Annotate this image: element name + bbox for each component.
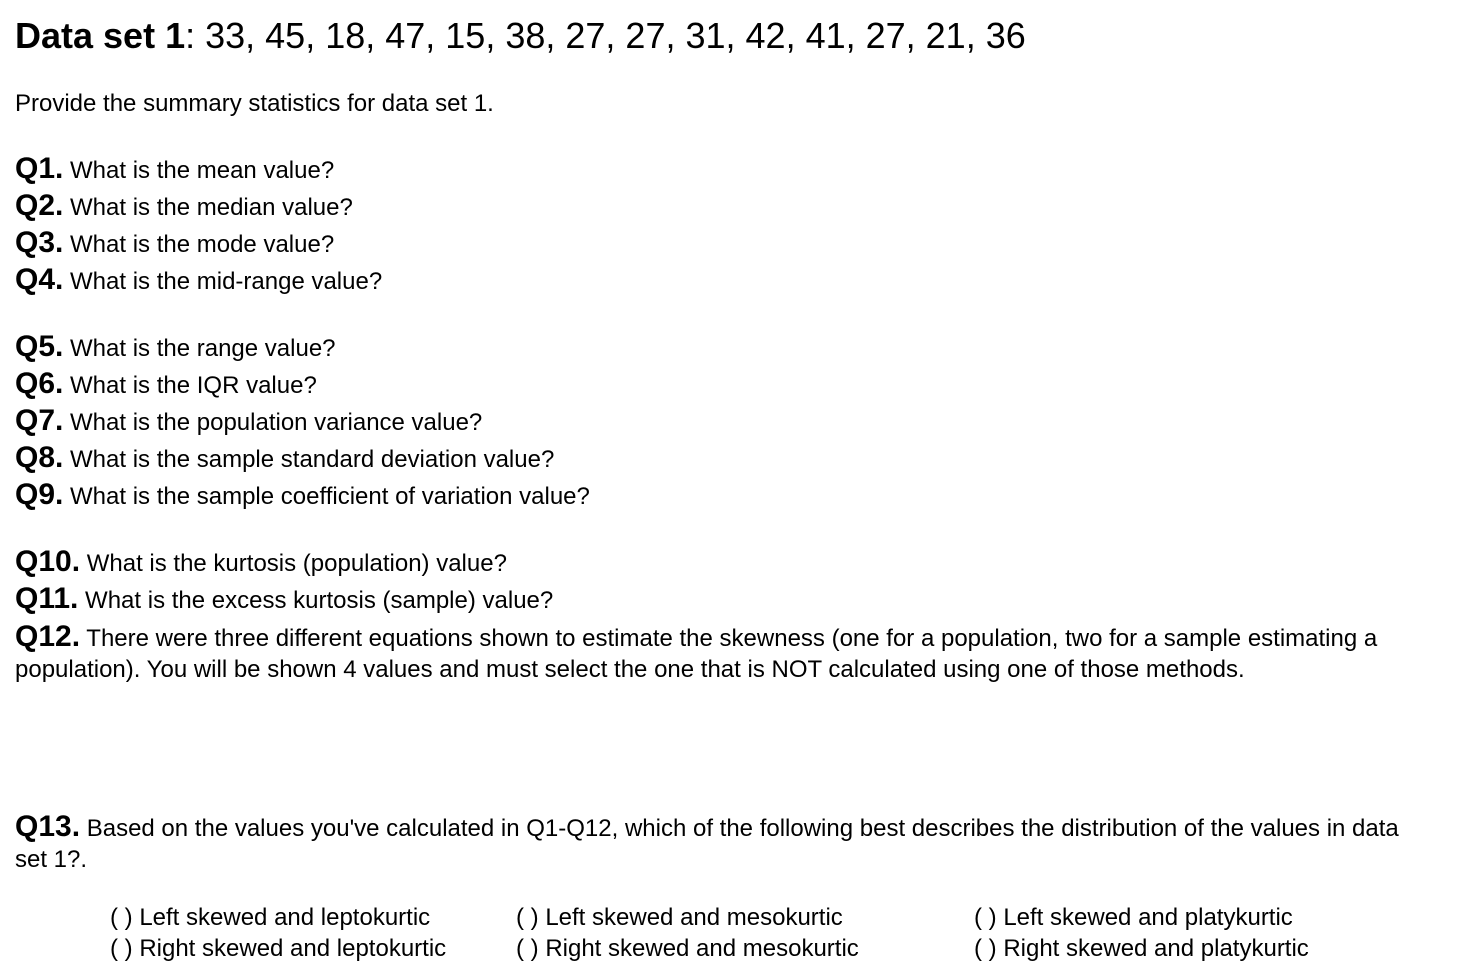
question-text: What is the median value? [63, 194, 353, 221]
question-number: Q11. [15, 582, 79, 615]
question-text: What is the population variance value? [63, 409, 483, 436]
question-q13 [15, 811, 1415, 875]
question-number: Q12. [15, 620, 81, 653]
question-number: Q2. [15, 189, 64, 222]
question-number: Q5. [15, 330, 64, 363]
options-column-3 [974, 902, 1309, 964]
question-q2 [15, 187, 382, 224]
question-number: Q3. [15, 226, 64, 259]
question-text: There were three different equations shown to estimate the skewness (one for a population, two for a sample estimating a population). You will be shown 4 values and must select the one that is NOT calculated using one of those methods. [15, 625, 1378, 683]
question-text: What is the mode value? [63, 231, 335, 258]
option-left-platykurtic[interactable]: ( ) Left skewed and platykurtic [974, 904, 1293, 931]
option-right-platykurtic[interactable]: ( ) Right skewed and platykurtic [974, 935, 1309, 962]
question-q4 [15, 261, 382, 298]
question-q5 [15, 328, 590, 365]
options-column-1 [110, 902, 446, 964]
question-q6 [15, 365, 590, 402]
question-group-2 [15, 328, 590, 513]
option-right-leptokurtic[interactable]: ( ) Right skewed and leptokurtic [110, 935, 447, 962]
question-text: What is the excess kurtosis (sample) value? [78, 587, 554, 614]
question-number: Q10. [15, 545, 81, 578]
question-text: What is the range value? [63, 335, 336, 362]
question-q1 [15, 150, 382, 187]
question-text: What is the sample standard deviation value? [63, 446, 555, 473]
option-left-leptokurtic[interactable]: ( ) Left skewed and leptokurtic [110, 904, 431, 931]
question-q10 [15, 543, 553, 580]
question-number: Q7. [15, 404, 64, 437]
question-q11 [15, 580, 553, 617]
question-number: Q6. [15, 367, 64, 400]
question-text: What is the sample coefficient of variation value? [63, 483, 590, 510]
intro-text: Provide the summary statistics for data set 1. [15, 90, 494, 117]
option-right-mesokurtic[interactable]: ( ) Right skewed and mesokurtic [516, 935, 859, 962]
question-text: What is the mean value? [63, 157, 335, 184]
question-text: Based on the values you've calculated in Q1-Q12, which of the following best describes the distribution of the values in data set 1?. [15, 815, 1399, 873]
data-set-title [15, 14, 1026, 58]
question-number: Q13. [15, 810, 81, 843]
question-q8 [15, 439, 590, 476]
data-set-values: : 33, 45, 18, 47, 15, 38, 27, 27, 31, 42, 41, 27, 21, 36 [185, 15, 1026, 56]
question-q12 [15, 621, 1415, 685]
question-number: Q1. [15, 152, 64, 185]
question-q9 [15, 476, 590, 513]
question-q3 [15, 224, 382, 261]
question-number: Q4. [15, 263, 64, 296]
question-text: What is the kurtosis (population) value? [80, 550, 507, 577]
question-number: Q9. [15, 478, 64, 511]
question-group-1 [15, 150, 382, 298]
question-number: Q8. [15, 441, 64, 474]
option-left-mesokurtic[interactable]: ( ) Left skewed and mesokurtic [516, 904, 843, 931]
data-set-label: Data set 1 [15, 15, 186, 56]
question-group-3 [15, 543, 553, 617]
question-text: What is the IQR value? [63, 372, 317, 399]
question-text: What is the mid-range value? [63, 268, 383, 295]
options-column-2 [516, 902, 859, 964]
question-q7 [15, 402, 590, 439]
